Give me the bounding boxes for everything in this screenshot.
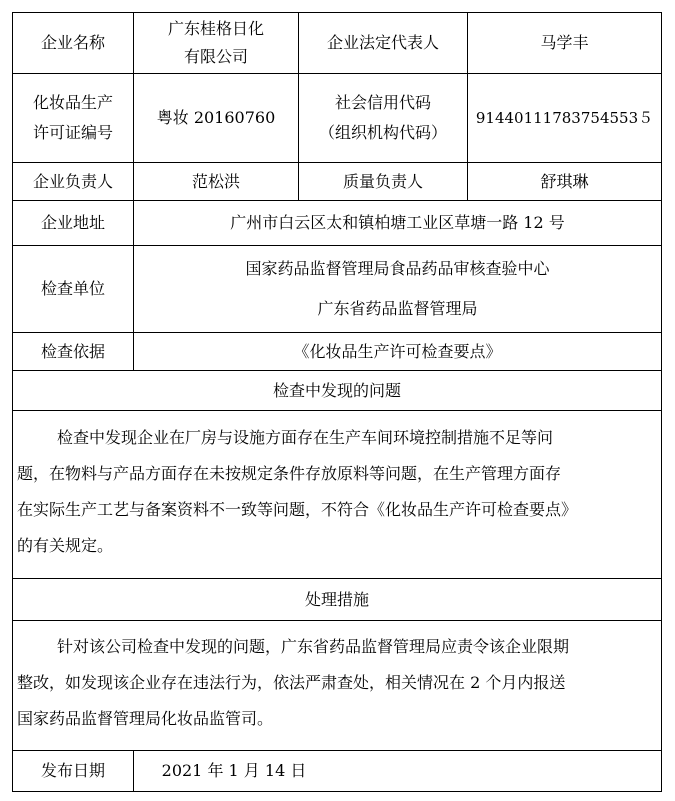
measures-line: 针对该公司检查中发现的问题，广东省药品监督管理局应责令该企业限期 xyxy=(57,637,570,656)
inspector-line2: 广东省药品监督管理局 xyxy=(317,299,478,318)
address-label: 企业地址 xyxy=(40,213,105,232)
legal-rep-value: 马学丰 xyxy=(540,33,589,52)
company-name-line1: 广东桂格日化 xyxy=(167,19,264,38)
basis-value: 《化妆品生产许可检查要点》 xyxy=(293,341,502,361)
inspector-value xyxy=(134,246,661,332)
findings-heading: 检查中发现的问题 xyxy=(272,380,401,400)
responsible-label: 企业负责人 xyxy=(32,171,113,191)
measures-line: 国家药品监督管理局化妆品监管司。 xyxy=(17,709,274,728)
license-label-line2: 许可证编号 xyxy=(32,123,113,142)
publish-date-label: 发布日期 xyxy=(40,761,105,780)
inspector-line1: 国家药品监督管理局食品药品审核查验中心 xyxy=(245,259,550,278)
address-value: 广州市白云区太和镇柏塘工业区草塘一路 12 号 xyxy=(230,213,565,232)
credit-code-label-line1: 社会信用代码 xyxy=(334,93,431,112)
measures-line: 整改，如发现该企业存在违法行为，依法严肃查处，相关情况在 2 个月内报送 xyxy=(17,673,566,692)
publish-date-value: 2021 年 1 月 14 日 xyxy=(161,761,307,780)
credit-code-value: 91440111783754553５ xyxy=(475,109,654,127)
company-name-line2: 有限公司 xyxy=(183,47,248,66)
credit-code-label-line2: （组织机构代码） xyxy=(318,123,447,142)
measures-heading: 处理措施 xyxy=(304,589,369,609)
quality-label: 质量负责人 xyxy=(342,171,423,191)
company-name-value xyxy=(134,13,298,73)
responsible-value: 范松洪 xyxy=(191,171,240,191)
basis-label: 检查依据 xyxy=(40,341,105,361)
company-name-label: 企业名称 xyxy=(40,33,105,52)
license-label-line1: 化妆品生产 xyxy=(32,93,113,112)
findings-line: 检查中发现企业在厂房与设施方面存在生产车间环境控制措施不足等问 xyxy=(57,428,554,447)
findings-line: 题，在物料与产品方面存在未按规定条件存放原料等问题，在生产管理方面存 xyxy=(17,464,562,483)
inspector-label: 检查单位 xyxy=(40,279,105,298)
findings-line: 的有关规定。 xyxy=(17,536,114,555)
legal-rep-label: 企业法定代表人 xyxy=(326,33,439,52)
findings-line: 在实际生产工艺与备案资料不一致等问题，不符合《化妆品生产许可检查要点》 xyxy=(17,500,578,519)
license-value: 粤妆 20160760 xyxy=(156,108,276,127)
credit-code-label xyxy=(299,74,467,162)
measures-paragraph xyxy=(13,629,661,737)
quality-value: 舒琪琳 xyxy=(540,171,589,191)
findings-paragraph xyxy=(13,420,661,564)
license-label xyxy=(13,74,133,162)
